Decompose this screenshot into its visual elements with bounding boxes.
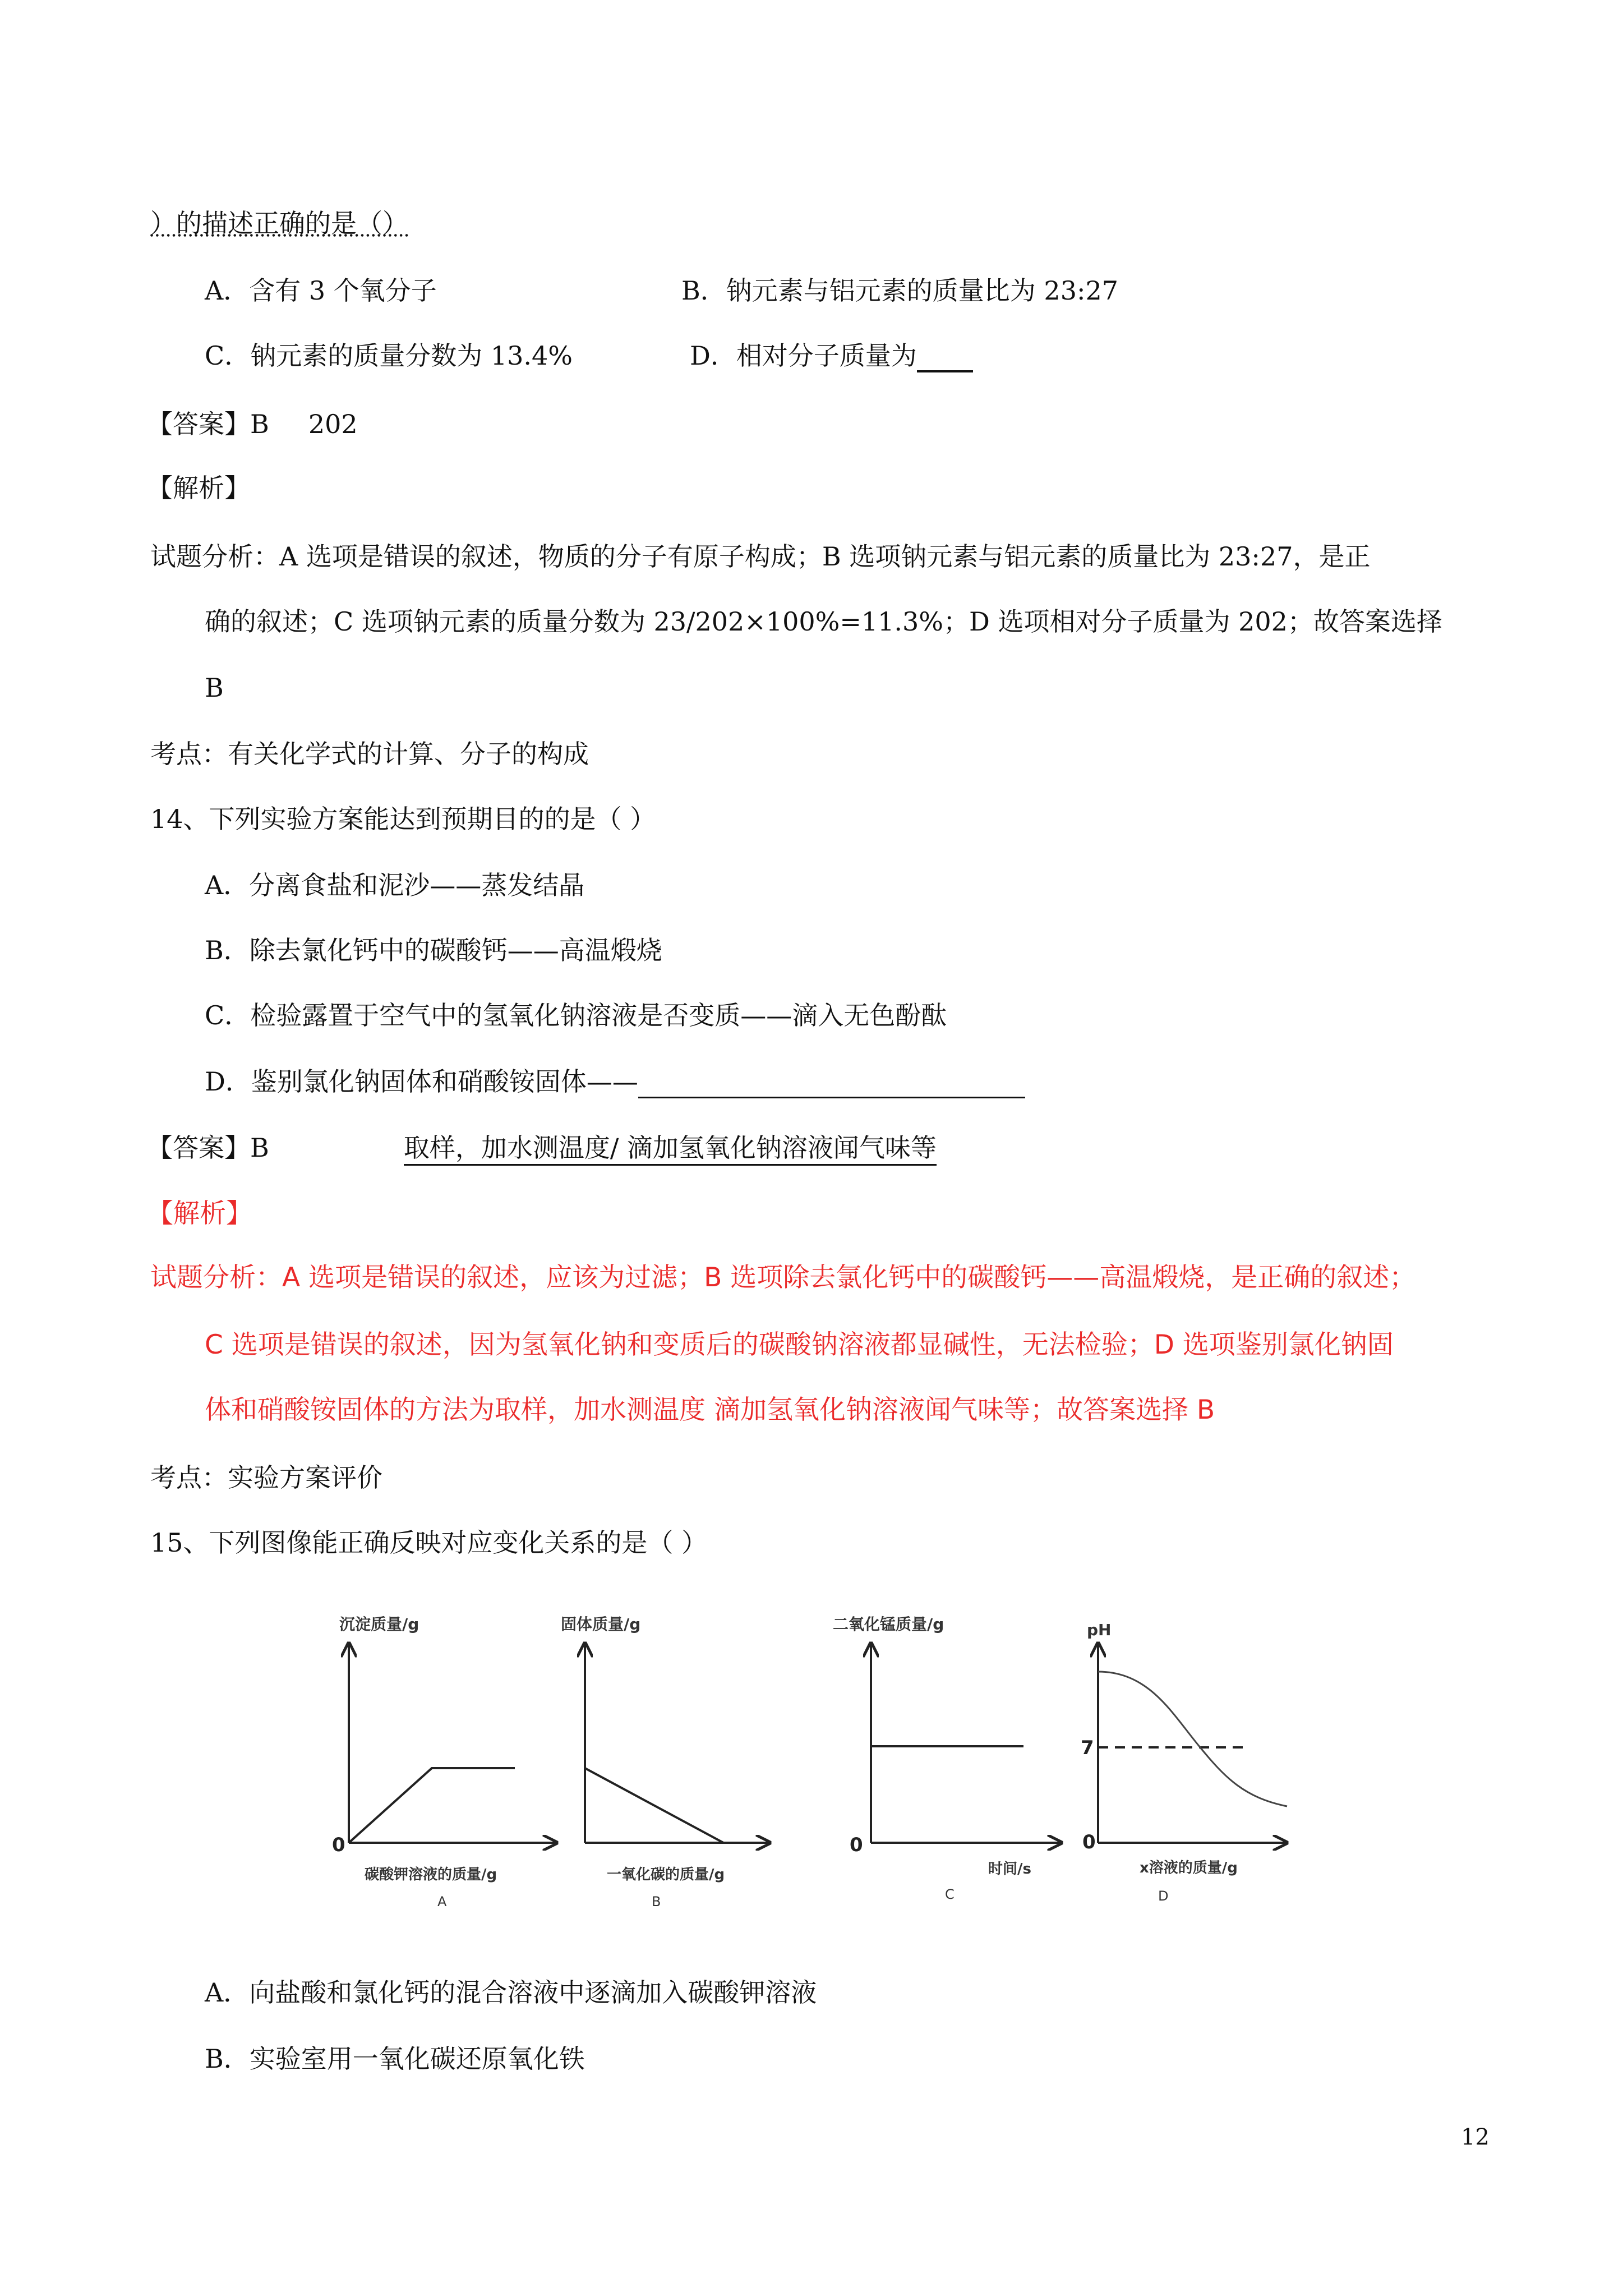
q15-stem: 15、下列图像能正确反映对应变化关系的是（ ）: [150, 1527, 708, 1558]
q13-option-b: B．钠元素与铝元素的质量比为 23:27: [681, 275, 1118, 306]
graph-d-origin: 0: [1082, 1831, 1096, 1853]
graph-d-caption: D: [1158, 1888, 1169, 1904]
q14-analysis-line-2: C 选项是错误的叙述，因为氢氧化钠和变质后的碳酸钠溶液都显碱性，无法检验；D 选项鉴别氯化钠固: [205, 1329, 1394, 1360]
graph-a-curve: [349, 1768, 515, 1843]
graph-b-curve: [585, 1768, 723, 1843]
q13-stem-tail: ）的描述正确的是（）: [150, 208, 408, 238]
q15-option-b: B．实验室用一氧化碳还原氧化铁: [205, 2044, 585, 2074]
q14-option-b: B．除去氯化钙中的碳酸钙——高温煅烧: [205, 935, 662, 965]
q13-kaodian: 考点：有关化学式的计算、分子的构成: [150, 739, 589, 769]
q14-kaodian: 考点：实验方案评价: [150, 1462, 382, 1493]
graph-a-origin: 0: [332, 1834, 345, 1856]
q13-analysis-line-3: B: [205, 673, 224, 703]
q13-option-c: C．钠元素的质量分数为 13.4%: [205, 341, 573, 371]
q14-option-c: C．检验露置于空气中的氢氧化钠溶液是否变质——滴入无色酚酞: [205, 1000, 947, 1030]
graph-b: [561, 1615, 768, 1910]
q14-option-d: D．鉴别氯化钠固体和硝酸铵固体——: [205, 1065, 1025, 1098]
fill-blank: [638, 1069, 1025, 1098]
q14-stem: 14、下列实验方案能达到预期目的的是（ ）: [150, 804, 656, 834]
graph-c: [833, 1615, 1060, 1902]
q14-answer: 【答案】B 取样，加水测温度/ 滴加氢氧化钠溶液闻气味等: [147, 1131, 937, 1165]
graph-a-xlabel: 碳酸钾溶液的质量/g: [365, 1866, 497, 1883]
graph-c-xlabel: 时间/s: [988, 1861, 1031, 1878]
q13-answer: 【答案】B 202: [147, 409, 358, 439]
fill-blank: [917, 342, 973, 372]
graph-b-ylabel: 固体质量/g: [561, 1615, 641, 1634]
q13-option-a: A．含有 3 个氧分子: [205, 275, 437, 306]
q14-analysis-tag: 【解析】: [147, 1198, 252, 1229]
graph-c-origin: 0: [850, 1834, 863, 1856]
graph-d-curve: [1098, 1672, 1287, 1806]
graph-c-ylabel: 二氧化锰质量/g: [833, 1615, 944, 1634]
q13-option-d: D．相对分子质量为: [690, 339, 973, 372]
q13-analysis-line-1: 试题分析：A 选项是错误的叙述，物质的分子有原子构成；B 选项钠元素与铝元素的质量比为 23:27，是正: [150, 541, 1371, 572]
graph-a-caption: A: [437, 1894, 447, 1910]
q13-analysis-line-2: 确的叙述；C 选项钠元素的质量分数为 23/202×100%=11.3%；D 选项相对分子质量为 202；故答案选择: [205, 606, 1442, 637]
graph-d-ylabel: pH: [1087, 1621, 1112, 1639]
graph-b-caption: B: [652, 1894, 661, 1910]
q13-analysis-tag: 【解析】: [147, 473, 250, 503]
graph-d-ref-label: 7: [1081, 1737, 1094, 1759]
graph-d: [1081, 1621, 1287, 1904]
q14-analysis-line-3: 体和硝酸铵固体的方法为取样，加水测温度 滴加氢氧化钠溶液闻气味等；故答案选择 B: [205, 1395, 1215, 1425]
graph-a-ylabel: 沉淀质量/g: [339, 1615, 419, 1634]
q14-analysis-line-1: 试题分析：A 选项是错误的叙述，应该为过滤；B 选项除去氯化钙中的碳酸钙——高温煅烧，是正确的叙述；: [150, 1262, 1416, 1293]
q15-option-a: A．向盐酸和氯化钙的混合溶液中逐滴加入碳酸钾溶液: [205, 1977, 817, 2008]
page-number: 12: [1461, 2124, 1490, 2150]
q14-option-a: A．分离食盐和泥沙——蒸发结晶: [205, 870, 585, 900]
graph-b-xlabel: 一氧化碳的质量/g: [607, 1866, 725, 1883]
q15-graphs: [325, 1610, 1346, 1924]
graph-d-xlabel: x溶液的质量/g: [1140, 1860, 1238, 1876]
graph-c-caption: C: [945, 1887, 955, 1902]
graph-a: [332, 1615, 555, 1910]
